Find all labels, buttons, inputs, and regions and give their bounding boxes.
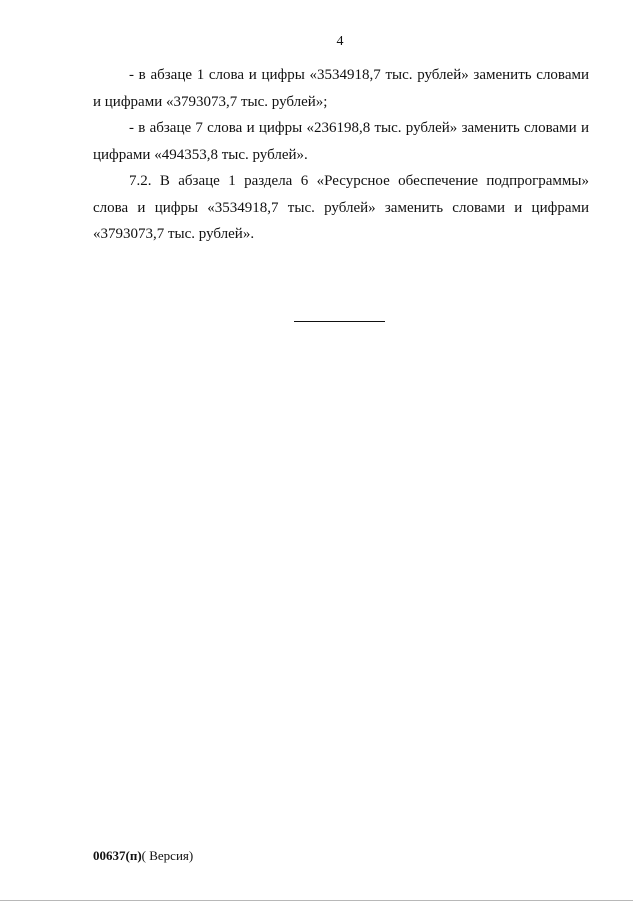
paragraph-amendment-3: 7.2. В абзаце 1 раздела 6 «Ресурсное обеспечение подпрограммы» слова и цифры «3534918,7 тыс. рублей» заменить словами и цифрами «3793073,7 тыс. рублей». (93, 173, 589, 242)
end-separator-line (294, 321, 385, 322)
document-body (93, 62, 589, 248)
paragraph-amendment-1: - в абзаце 1 слова и цифры «3534918,7 тыс. рублей» заменить словами и цифрами «3793073,7 тыс. рублей»; (93, 67, 589, 110)
page-bottom-edge (0, 900, 633, 901)
footer-code: 00637(п) (93, 848, 142, 863)
paragraph-amendment-2: - в абзаце 7 слова и цифры «236198,8 тыс. рублей» заменить словами и цифрами «494353,8 тыс. рублей». (93, 120, 589, 163)
footer-document-code (93, 848, 193, 864)
footer-version: ( Версия) (141, 848, 194, 863)
page-number: 4 (336, 34, 344, 49)
